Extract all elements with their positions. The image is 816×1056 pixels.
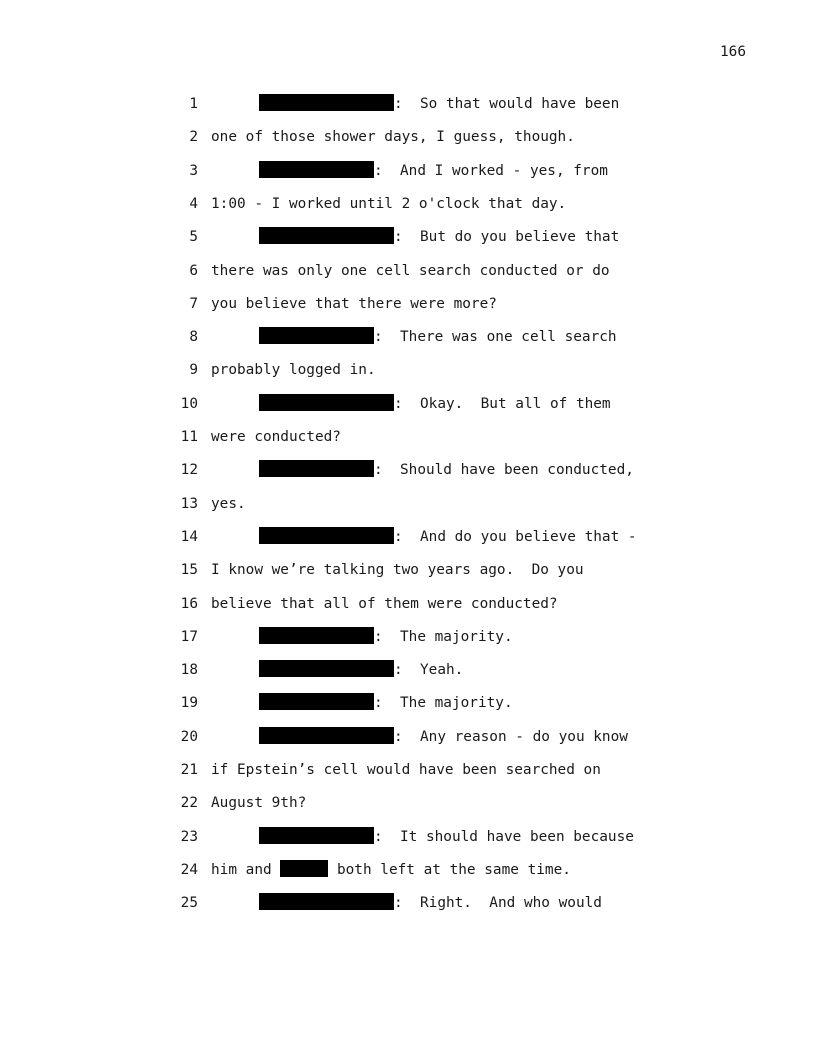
line-number: 23 [180, 828, 198, 845]
spoken-text: : Any reason - do you know [394, 728, 628, 745]
line-text [211, 858, 571, 882]
line-number: 11 [180, 429, 198, 445]
transcript-line [0, 691, 816, 715]
line-text: yes. [211, 495, 246, 512]
page-number: 166 [720, 44, 746, 60]
text-before-redaction: him and [211, 861, 281, 878]
transcript-line [0, 358, 816, 382]
spoken-text: : The majority. [374, 628, 513, 645]
transcript-line [0, 658, 816, 682]
line-number: 5 [189, 229, 198, 246]
speaker-redaction-box [259, 727, 394, 744]
line-text [259, 825, 634, 849]
spoken-text: : Right. And who would [394, 895, 602, 912]
line-number: 22 [180, 795, 198, 812]
transcript-line [0, 725, 816, 749]
transcript-line [0, 159, 816, 183]
line-number: 8 [189, 329, 198, 346]
transcript-line [0, 392, 816, 416]
spoken-text: : Yeah. [394, 662, 464, 679]
line-number: 15 [180, 562, 198, 579]
transcript-line [0, 758, 816, 782]
spoken-text: : Okay. But all of them [394, 395, 611, 412]
line-text [259, 691, 513, 715]
spoken-text: : The majority. [374, 695, 513, 712]
transcript-line [0, 625, 816, 649]
line-number: 14 [180, 528, 198, 545]
transcript-line [0, 458, 816, 482]
speaker-redaction-box [259, 394, 394, 411]
transcript-line [0, 492, 816, 516]
spoken-text: : There was one cell search [374, 329, 617, 346]
transcript-line [0, 791, 816, 815]
line-text: probably logged in. [211, 362, 376, 379]
transcript-line [0, 192, 816, 216]
line-text: were conducted? [211, 429, 341, 445]
line-number: 19 [180, 695, 198, 712]
transcript-line [0, 125, 816, 149]
text-after-redaction: both left at the same time. [328, 861, 571, 878]
transcript-line [0, 259, 816, 283]
line-number: 16 [180, 595, 198, 612]
spoken-text: : And I worked - yes, from [374, 162, 608, 179]
transcript-line [0, 425, 816, 449]
speaker-redaction-box [259, 660, 394, 677]
speaker-redaction-box [259, 460, 374, 477]
line-number: 7 [189, 295, 198, 312]
line-text: if Epstein’s cell would have been searched on [211, 762, 601, 778]
spoken-text: : Should have been conducted, [374, 462, 634, 479]
line-text [259, 159, 608, 183]
speaker-redaction-box [259, 893, 394, 910]
transcript-line [0, 225, 816, 249]
speaker-redaction-box [259, 693, 374, 710]
spoken-text: : But do you believe that [394, 229, 620, 246]
line-number: 4 [189, 195, 198, 212]
line-text [259, 392, 611, 416]
line-text [259, 891, 602, 915]
speaker-redaction-box [259, 327, 374, 344]
transcript-line [0, 292, 816, 316]
line-number: 18 [180, 662, 198, 679]
transcript-line [0, 92, 816, 116]
line-text: 1:00 - I worked until 2 o'clock that day. [211, 195, 567, 212]
line-number: 3 [189, 162, 198, 179]
line-number: 1 [189, 96, 198, 112]
line-number: 6 [189, 262, 198, 279]
transcript-line [0, 592, 816, 616]
speaker-redaction-box [259, 627, 374, 644]
spoken-text: : So that would have been [394, 96, 620, 112]
name-redaction-box [280, 860, 328, 877]
speaker-redaction-box [259, 827, 374, 844]
line-number: 10 [180, 395, 198, 412]
line-text: I know we’re talking two years ago. Do you [211, 562, 584, 579]
speaker-redaction-box [259, 161, 374, 178]
speaker-redaction-box [259, 94, 394, 111]
transcript-line [0, 558, 816, 582]
line-text [259, 625, 513, 649]
spoken-text: : And do you believe that - [394, 528, 637, 545]
line-text: August 9th? [211, 795, 307, 812]
transcript-line [0, 858, 816, 882]
line-text: you believe that there were more? [211, 295, 497, 312]
transcript-line [0, 891, 816, 915]
speaker-redaction-box [259, 527, 394, 544]
line-text [259, 725, 628, 749]
line-text [259, 658, 463, 682]
line-text [259, 458, 634, 482]
transcript-line [0, 325, 816, 349]
line-text: there was only one cell search conducted or do [211, 262, 610, 279]
line-text [259, 325, 617, 349]
line-number: 13 [180, 495, 198, 512]
line-text: believe that all of them were conducted? [211, 595, 558, 612]
line-text: one of those shower days, I guess, though. [211, 129, 575, 146]
line-number: 2 [189, 129, 198, 146]
transcript-line [0, 525, 816, 549]
line-text [259, 225, 619, 249]
line-number: 21 [180, 762, 198, 778]
line-number: 12 [180, 462, 198, 479]
line-number: 17 [180, 628, 198, 645]
line-number: 9 [189, 362, 198, 379]
line-number: 20 [180, 728, 198, 745]
spoken-text: : It should have been because [374, 828, 634, 845]
speaker-redaction-box [259, 227, 394, 244]
line-number: 24 [180, 861, 198, 878]
line-number: 25 [180, 895, 198, 912]
line-text [259, 525, 637, 549]
transcript-line [0, 825, 816, 849]
line-text [259, 92, 619, 116]
